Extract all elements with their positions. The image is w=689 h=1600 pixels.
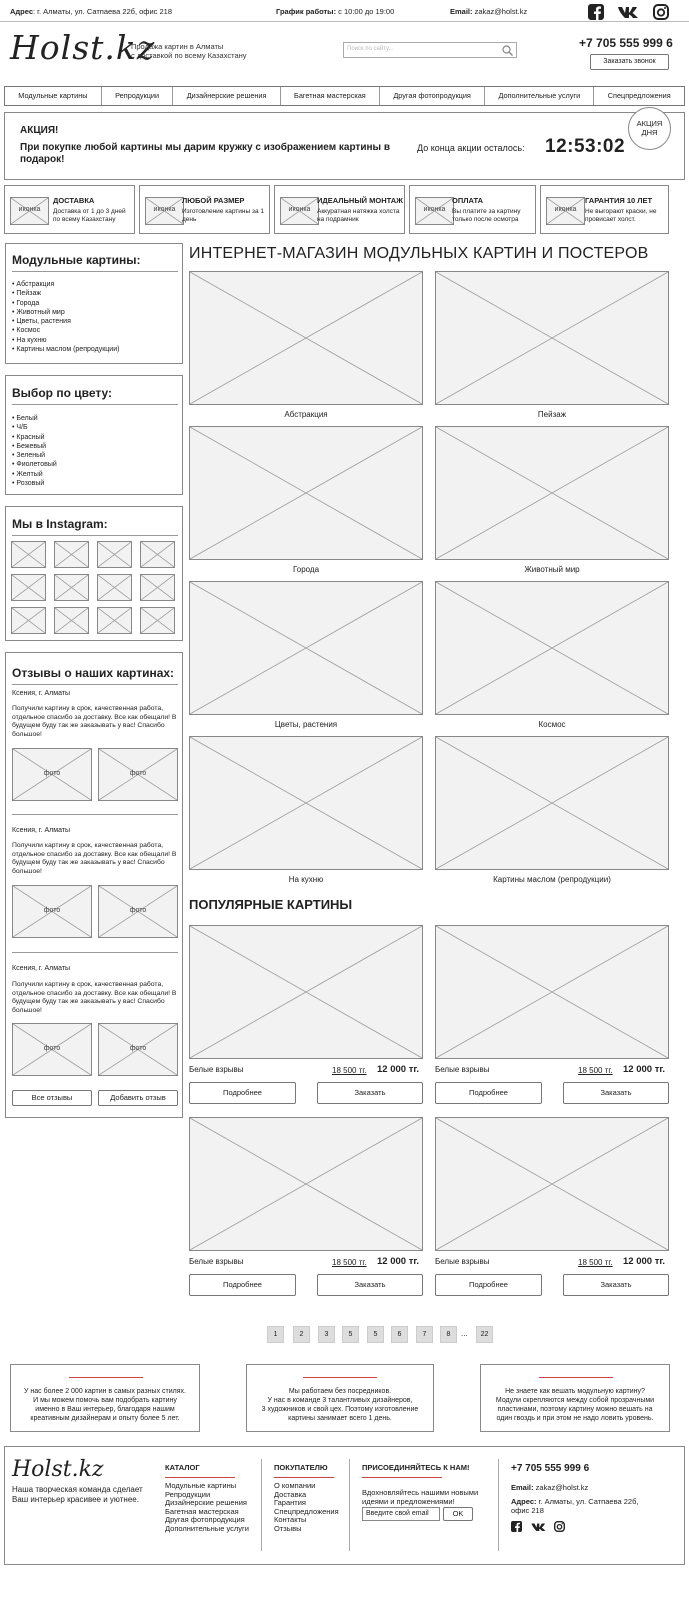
sidebar-link[interactable]: • Зеленый bbox=[12, 452, 46, 460]
instagram-photo[interactable] bbox=[97, 541, 132, 568]
category-label[interactable]: Картины маслом (репродукции) bbox=[493, 875, 611, 884]
sidebar-title: Отзывы о наших картинах: bbox=[12, 666, 175, 680]
footer-link[interactable]: О компании bbox=[274, 1481, 316, 1490]
review-photo[interactable]: фото bbox=[12, 748, 92, 801]
product-old-price: 18 500 тг. bbox=[578, 1066, 613, 1075]
main-nav bbox=[4, 86, 685, 106]
deal-badge[interactable]: АКЦИЯ ДНЯ bbox=[628, 107, 671, 150]
footer-link[interactable]: Спецпредложения bbox=[274, 1506, 339, 1516]
sidebar-link[interactable]: • На кухню bbox=[12, 336, 47, 344]
nav-item-modular[interactable]: Модульные картины bbox=[5, 87, 102, 105]
topbar-email[interactable]: Email: zakaz@holst.kz bbox=[450, 7, 528, 16]
order-button[interactable]: Заказать bbox=[563, 1274, 669, 1296]
footer-buyer: ПОКУПАТЕЛЮ О компании Доставка Гарантия Спецпредложения Контакты Отзывы bbox=[274, 1463, 339, 1533]
sidebar-link[interactable]: • Ч/Б bbox=[12, 424, 28, 432]
nav-item-services[interactable]: Дополнительные услуги bbox=[485, 87, 594, 105]
feature-mounting bbox=[274, 185, 405, 234]
page-title: ИНТЕРНЕТ-МАГАЗИН МОДУЛЬНЫХ КАРТИН И ПОСТЕРОВ bbox=[189, 245, 649, 262]
instagram-grid bbox=[11, 541, 179, 635]
callback-button[interactable]: Заказать звонок bbox=[590, 54, 669, 70]
instagram-photo[interactable] bbox=[140, 541, 175, 568]
page-link[interactable]: 5 bbox=[342, 1326, 359, 1343]
review-text: Получили картину в срок, качественная работа, отдельное спасибо за доставку. Все как обещали! В будущем буду так же заказывать у вас! Спасибо большое! bbox=[12, 842, 177, 875]
footer bbox=[4, 1446, 685, 1565]
facebook-icon[interactable] bbox=[511, 1521, 522, 1532]
popular-title: ПОПУЛЯРНЫЕ КАРТИНЫ bbox=[189, 897, 353, 912]
footer-email[interactable]: Email: zakaz@holst.kz bbox=[511, 1483, 589, 1492]
instagram-icon[interactable] bbox=[554, 1521, 565, 1532]
feature-icon-placeholder: иконка bbox=[280, 197, 319, 225]
footer-link[interactable]: Модульные картины bbox=[165, 1481, 237, 1490]
review-author: Ксения, г. Алматы bbox=[12, 827, 71, 834]
instagram-photo[interactable] bbox=[11, 541, 46, 568]
category-label[interactable]: Животный мир bbox=[524, 565, 580, 574]
category-image[interactable] bbox=[435, 736, 669, 870]
review-photo[interactable]: фото bbox=[98, 885, 178, 938]
category-label[interactable]: Абстракция bbox=[284, 410, 328, 419]
facebook-icon[interactable] bbox=[588, 4, 604, 20]
nav-item-design[interactable]: Дизайнерские решения bbox=[173, 87, 280, 105]
category-image[interactable] bbox=[435, 426, 669, 560]
nav-item-reproductions[interactable]: Репродукции bbox=[102, 87, 174, 105]
sidebar-link[interactable]: • Картины маслом (репродукции) bbox=[12, 346, 120, 354]
info-box-styles: У нас более 2 000 картин в самых разных стилях. И мы можем помочь вам подобрать картину именно в Ваш интерьер, благодаря нашим креативным дизайнерам и опыту более 5 лет. bbox=[10, 1364, 200, 1432]
info-box-team: Мы работаем без посредников. У нас в команде 3 талантливых дизайнеров, 3 художников и свой цех. Поэтому изготовление картины занимает всего 1 день. bbox=[246, 1364, 434, 1432]
category-label[interactable]: На кухню bbox=[288, 875, 324, 884]
category-label[interactable]: Космос bbox=[538, 720, 566, 729]
category-image[interactable] bbox=[435, 271, 669, 405]
product-name[interactable]: Белые взрывы bbox=[189, 1257, 244, 1266]
footer-link[interactable]: Дизайнерские решения bbox=[165, 1498, 247, 1508]
sidebar-title: Выбор по цвету: bbox=[12, 386, 113, 400]
footer-catalog: КАТАЛОГ Модульные картины Репродукции Дизайнерские решения Багетная мастерская Другая фотопродукция Дополнительные услуги bbox=[165, 1463, 249, 1533]
review-author: Ксения, г. Алматы bbox=[12, 965, 71, 972]
subscribe-ok-button[interactable]: OK bbox=[443, 1507, 473, 1521]
category-label[interactable]: Цветы, растения bbox=[274, 720, 338, 729]
sidebar-link[interactable]: • Пейзаж bbox=[12, 290, 42, 298]
feature-text: Вы платите за картину только после осмотра bbox=[452, 208, 521, 223]
footer-link[interactable]: Гарантия bbox=[274, 1498, 306, 1508]
instagram-photo[interactable] bbox=[54, 541, 89, 568]
feature-title: ИДЕАЛЬНЫЙ МОНТАЖ bbox=[317, 196, 403, 205]
promo-banner bbox=[4, 112, 685, 180]
feature-icon-placeholder: иконка bbox=[415, 197, 454, 225]
review-author: Ксения, г. Алматы bbox=[12, 690, 71, 697]
sidebar-link[interactable]: • Абстракция bbox=[12, 281, 55, 288]
footer-subscribe: ПРИСОЕДИНЯЙТЕСЬ К НАМ! Вдохновляйтесь нашими новыми идеями и предложениями! bbox=[362, 1463, 479, 1506]
category-image[interactable] bbox=[189, 581, 423, 715]
sidebar-link[interactable]: • Бежевый bbox=[12, 442, 47, 450]
promo-text: При покупке любой картины мы дарим кружку с изображением картины в подарок! bbox=[20, 142, 390, 165]
instagram-photo[interactable] bbox=[54, 574, 89, 601]
instagram-photo[interactable] bbox=[140, 574, 175, 601]
feature-icon-placeholder: иконка bbox=[145, 197, 184, 225]
footer-link[interactable]: Дополнительные услуги bbox=[165, 1523, 249, 1533]
feature-warranty bbox=[540, 185, 669, 234]
details-button[interactable]: Подробнее bbox=[435, 1082, 542, 1104]
instagram-photo[interactable] bbox=[140, 607, 175, 634]
page-link[interactable]: 7 bbox=[416, 1326, 433, 1343]
page-link[interactable]: 6 bbox=[391, 1326, 408, 1343]
footer-address: Адрес: г. Алматы, ул. Сатпаева 22б, офис 218 bbox=[511, 1497, 639, 1515]
category-image[interactable] bbox=[189, 426, 423, 560]
product-name[interactable]: Белые взрывы bbox=[189, 1065, 244, 1074]
topbar-address: Адрес: г. Алматы, ул. Сатпаева 22б, офис 218 bbox=[10, 7, 173, 16]
sidebar-link[interactable]: • Красный bbox=[12, 433, 45, 441]
details-button[interactable]: Подробнее bbox=[189, 1082, 296, 1104]
sidebar-title: Мы в Instagram: bbox=[12, 517, 108, 531]
details-button[interactable]: Подробнее bbox=[189, 1274, 296, 1296]
vk-icon[interactable] bbox=[531, 1522, 546, 1532]
page-link[interactable]: 8 bbox=[440, 1326, 457, 1343]
order-button[interactable]: Заказать bbox=[563, 1082, 669, 1104]
product-old-price: 18 500 тг. bbox=[578, 1258, 613, 1267]
instagram-photo[interactable] bbox=[97, 607, 132, 634]
sidebar-link[interactable]: • Цветы, растения bbox=[12, 318, 71, 326]
order-button[interactable]: Заказать bbox=[317, 1274, 423, 1296]
search-icon[interactable] bbox=[502, 45, 513, 56]
page-link[interactable]: 1 bbox=[267, 1326, 284, 1343]
sidebar-link[interactable]: • Розовый bbox=[12, 480, 45, 488]
feature-text: Изготовление картины за 1 день bbox=[182, 208, 264, 223]
instagram-icon[interactable] bbox=[653, 4, 669, 20]
product-price: 12 000 тг. bbox=[623, 1256, 665, 1267]
product-image[interactable] bbox=[435, 925, 669, 1059]
review-photo[interactable]: фото bbox=[12, 1023, 92, 1076]
footer-phone[interactable]: +7 705 555 999 6 bbox=[511, 1463, 590, 1474]
footer-link[interactable]: Отзывы bbox=[274, 1523, 302, 1533]
sidebar-link[interactable]: • Города bbox=[12, 299, 40, 307]
footer-logo[interactable]: Holst.kz bbox=[12, 1457, 104, 1482]
feature-text: Не выгорают краски, не провисает холст. bbox=[585, 208, 657, 223]
order-button[interactable]: Заказать bbox=[317, 1082, 423, 1104]
category-label[interactable]: Пейзаж bbox=[537, 410, 567, 419]
instagram-photo[interactable] bbox=[11, 607, 46, 634]
product-image[interactable] bbox=[189, 1117, 423, 1251]
footer-slogan: Наша творческая команда сделает Ваш интерьер красивее и уютнее. bbox=[12, 1485, 143, 1504]
footer-link[interactable]: Контакты bbox=[274, 1515, 307, 1525]
sidebar-modular bbox=[5, 243, 183, 364]
sidebar-colors bbox=[5, 375, 183, 495]
add-review-button[interactable]: Добавить отзыв bbox=[98, 1090, 178, 1106]
countdown-label: До конца акции осталось: bbox=[417, 143, 525, 153]
info-box-mounting: Не знаете как вешать модульную картину? Модули скрепляются между собой прозрачными пластинами, поэтому картину можно вешать на один гвоздь и при этом не надо ловить уровень. bbox=[480, 1364, 670, 1432]
feature-title: ДОСТАВКА bbox=[53, 196, 95, 205]
page-link[interactable]: 3 bbox=[318, 1326, 335, 1343]
footer-link[interactable]: Репродукции bbox=[165, 1489, 211, 1499]
feature-title: ОПЛАТА bbox=[452, 196, 484, 205]
vk-icon[interactable] bbox=[617, 5, 639, 19]
page-link[interactable]: ... bbox=[461, 1329, 468, 1338]
review-text: Получили картину в срок, качественная работа, отдельное спасибо за доставку. Все как обещали! В будущем буду так же заказывать у вас! Спасибо большое! bbox=[12, 705, 177, 738]
instagram-photo[interactable] bbox=[54, 607, 89, 634]
nav-item-framing[interactable]: Багетная мастерская bbox=[281, 87, 380, 105]
page-link[interactable]: 5 bbox=[367, 1326, 384, 1343]
footer-link[interactable]: Багетная мастерская bbox=[165, 1506, 239, 1516]
review-photo[interactable]: фото bbox=[98, 1023, 178, 1076]
sidebar-link[interactable]: • Животный мир bbox=[12, 308, 65, 316]
all-reviews-button[interactable]: Все отзывы bbox=[12, 1090, 92, 1106]
header-tagline: Продажа картин в Алматы с доставкой по всему Казахстану bbox=[131, 42, 247, 60]
review-text: Получили картину в срок, качественная работа, отдельное спасибо за доставку. Все как обещали! В будущем буду так же заказывать у вас! Спасибо большое! bbox=[12, 981, 177, 1014]
instagram-photo[interactable] bbox=[97, 574, 132, 601]
nav-item-photo[interactable]: Другая фотопродукция bbox=[380, 87, 485, 105]
product-price: 12 000 тг. bbox=[623, 1064, 665, 1075]
footer-link[interactable]: Доставка bbox=[274, 1489, 307, 1499]
sidebar-instagram bbox=[5, 506, 183, 641]
nav-item-special[interactable]: Спецпредложения bbox=[607, 91, 671, 100]
promo-title: АКЦИЯ! bbox=[20, 125, 59, 136]
product-image[interactable] bbox=[435, 1117, 669, 1251]
sidebar-link[interactable]: • Космос bbox=[12, 327, 41, 335]
topbar-hours: График работы: с 10:00 до 19:00 bbox=[276, 7, 395, 16]
feature-text: Аккуратная натяжка холста на подрамник bbox=[317, 208, 400, 223]
site-logo[interactable]: Holst.kz bbox=[10, 28, 156, 67]
sidebar-title: Модульные картины: bbox=[12, 253, 141, 267]
feature-text: Доставка от 1 до 3 дней по всему Казахстану bbox=[53, 208, 126, 223]
header-phone[interactable]: +7 705 555 999 6 bbox=[579, 36, 673, 50]
category-image[interactable] bbox=[189, 271, 423, 405]
countdown-timer: 12:53:02 bbox=[545, 136, 626, 157]
feature-size bbox=[139, 185, 270, 234]
feature-icon-placeholder: иконка bbox=[546, 197, 585, 225]
category-image[interactable] bbox=[189, 736, 423, 870]
product-old-price: 18 500 тг. bbox=[332, 1258, 367, 1267]
feature-icon-placeholder: иконка bbox=[10, 197, 49, 225]
review-photo[interactable]: фото bbox=[12, 885, 92, 938]
sidebar-reviews bbox=[5, 652, 183, 1118]
instagram-photo[interactable] bbox=[11, 574, 46, 601]
review-photo[interactable]: фото bbox=[98, 748, 178, 801]
feature-delivery bbox=[4, 185, 135, 234]
product-price: 12 000 тг. bbox=[377, 1256, 419, 1267]
sidebar-link[interactable]: • Желтый bbox=[12, 470, 43, 478]
category-label[interactable]: Города bbox=[292, 565, 320, 574]
feature-payment bbox=[409, 185, 536, 234]
feature-title: ЛЮБОЙ РАЗМЕР bbox=[182, 196, 245, 205]
details-button[interactable]: Подробнее bbox=[435, 1274, 542, 1296]
sidebar-link[interactable]: • Белый bbox=[12, 415, 38, 422]
product-old-price: 18 500 тг. bbox=[332, 1066, 367, 1075]
footer-link[interactable]: Другая фотопродукция bbox=[165, 1515, 245, 1525]
category-image[interactable] bbox=[435, 581, 669, 715]
sidebar-link[interactable]: • Фиолетовый bbox=[12, 461, 57, 469]
product-image[interactable] bbox=[189, 925, 423, 1059]
feature-title: ГАРАНТИЯ 10 ЛЕТ bbox=[585, 196, 653, 205]
product-name[interactable]: Белые взрывы bbox=[435, 1065, 490, 1074]
search-input[interactable]: Поиск по сайту... bbox=[343, 42, 517, 58]
product-price: 12 000 тг. bbox=[377, 1064, 419, 1075]
page-link[interactable]: 2 bbox=[293, 1326, 310, 1343]
page-link[interactable]: 22 bbox=[476, 1326, 493, 1343]
email-input[interactable]: Введите свой email bbox=[362, 1507, 440, 1521]
product-name[interactable]: Белые взрывы bbox=[435, 1257, 490, 1266]
